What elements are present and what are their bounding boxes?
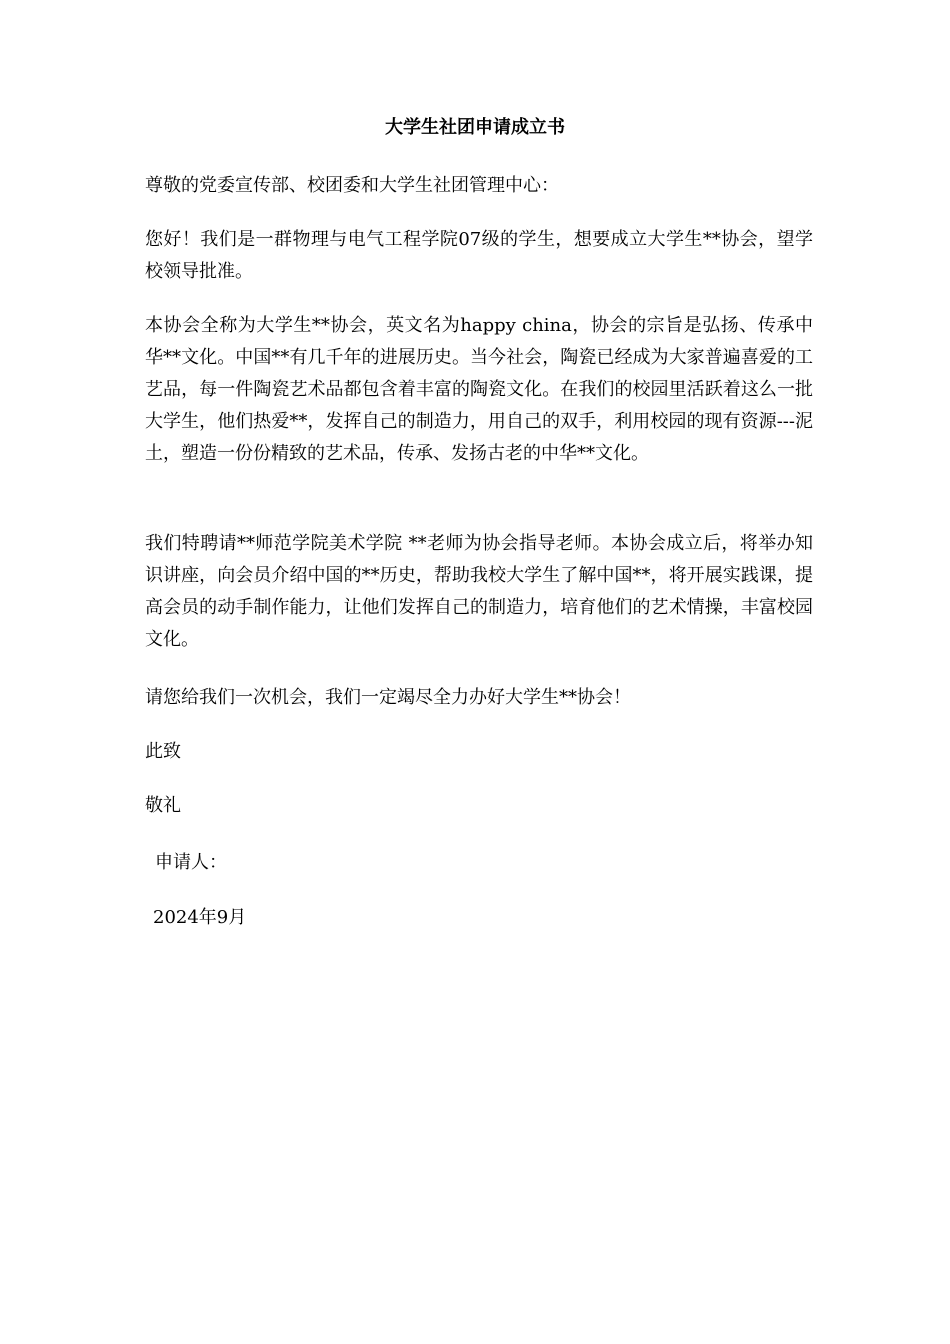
document-title: 大学生社团申请成立书	[385, 117, 565, 138]
salutation: 尊敬的党委宣传部、校团委和大学生社团管理中心：	[145, 175, 559, 196]
applicant-label: 申请人：	[155, 852, 227, 873]
greeting-paragraph: 您好！我们是一群物理与电气工程学院07级的学生，想要成立大学生**协会，望学校领导批准。	[145, 229, 813, 282]
closing-line-1: 此致	[145, 741, 181, 762]
plan-paragraph: 我们特聘请**师范学院美术学院 **老师为协会指导老师。本协会成立后，将举办知识讲座，向会员介绍中国的**历史，帮助我校大学生了解中国**，将开展实践课，提高会员的动手制作能力，让他们发挥自己的制造力，培育他们的艺术情操，丰富校园文化。	[145, 533, 813, 650]
request-paragraph: 请您给我们一次机会，我们一定竭尽全力办好大学生**协会！	[145, 687, 631, 708]
intro-paragraph: 本协会全称为大学生**协会，英文名为happy china，协会的宗旨是弘扬、传承中华**文化。中国**有几千年的进展历史。当今社会，陶瓷已经成为大家普遍喜爱的工艺品，每一件陶瓷艺术品都包含着丰富的陶瓷文化。在我们的校园里活跃着这么一批大学生，他们热爱**，发挥自己的制造力，用自己的双手，利用校园的现有资源---泥土，塑造一份份精致的艺术品，传承、发扬古老的中华**文化。	[145, 315, 813, 464]
document-date: 2024年9月	[153, 907, 247, 928]
closing-line-2: 敬礼	[145, 795, 181, 816]
